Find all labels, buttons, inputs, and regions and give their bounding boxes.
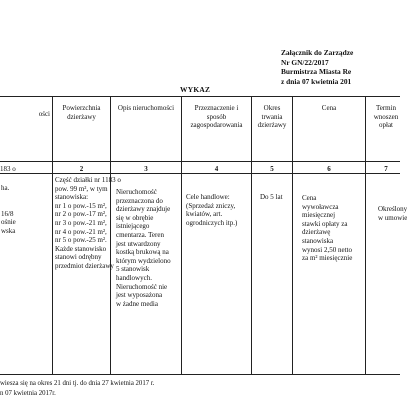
table-rule-top [0, 96, 400, 97]
table-rule-bottom [0, 374, 400, 375]
footer-note-2: n 07 kwietnia 2017r. [0, 390, 56, 397]
cell-price: Cena wywoławcza miesięcznej stawki opłaty za dzierżawę stanowiska wynosi 2,50 netto za m² miesięcznie [302, 194, 353, 263]
document-title: WYKAZ [180, 85, 211, 94]
annex-line-2: Nr GN/22/2017 [281, 57, 329, 67]
col-header-purpose: Przeznaczenie i sposób zagospodarowania [190, 104, 243, 130]
col-header-payment-term: Termin wnoszen opłat [373, 104, 399, 130]
cell-area: Część działki nr 1183 o pow. 99 m², w tym stanowiska: nr 1 o pow.-15 m², nr 2 o pow.-17 m², nr 3 o pow.-21 m², nr 4 o pow.-21 m², nr 5 o pow.-25 m². Każde stanowisko stanowi odrębny przedmiot dzierżawy [55, 176, 121, 270]
col-number-7: 7 [384, 165, 388, 173]
cell-parcel: ha. 16/8 ośnie wska [1, 184, 16, 235]
col-header-area: Powierzchnia dzierżawy [62, 104, 101, 121]
col-header-description: Opis nieruchomości [117, 104, 175, 112]
lease-table [0, 96, 407, 375]
col-number-0: 183 o [0, 165, 16, 173]
table-col-divider-4 [251, 96, 252, 375]
table-col-divider-6 [365, 96, 366, 375]
col-header-price: Cena [321, 104, 337, 112]
cell-purpose: Cele handlowe: (Sprzedaż zniczy, kwiatów, art. ogrodniczych itp.) [186, 193, 238, 227]
table-col-divider-1 [52, 96, 53, 375]
col-number-6: 6 [327, 165, 331, 173]
table-col-divider-3 [181, 96, 182, 375]
col-header-0: ości [38, 110, 50, 118]
table-rule-header-bottom [0, 161, 400, 162]
annex-line-4: z dnia 07 kwietnia 201 [281, 76, 352, 86]
col-number-5: 5 [270, 165, 274, 173]
annex-header [281, 48, 400, 86]
col-header-duration: Okres trwania dzierżawy [257, 104, 287, 130]
col-number-3: 3 [144, 165, 148, 173]
cell-duration: Do 5 lat [260, 193, 283, 201]
annex-line-1: Załącznik do Zarządze [281, 48, 354, 57]
cell-payment-term: Określony w umowie [378, 205, 407, 222]
annex-line-3: Burmistrza Miasta Re [281, 67, 352, 76]
table-col-divider-5 [292, 96, 293, 375]
cell-description: Nieruchomość przeznaczona do dzierżawy znajduje się w obrębie istniejącego cmentarza. Teren jest utwardzony kostką brukową na którym wydzielono 5 stanowisk handlowych. Nieruchomość nie jest wyposażona w żadne media [116, 188, 171, 308]
footer-note-1: wiesza się na okres 21 dni tj. do dnia 27 kwietnia 2017 r. [0, 380, 155, 387]
col-number-2: 2 [79, 165, 84, 173]
col-number-4: 4 [214, 165, 219, 173]
table-rule-numbers-bottom [0, 173, 400, 174]
